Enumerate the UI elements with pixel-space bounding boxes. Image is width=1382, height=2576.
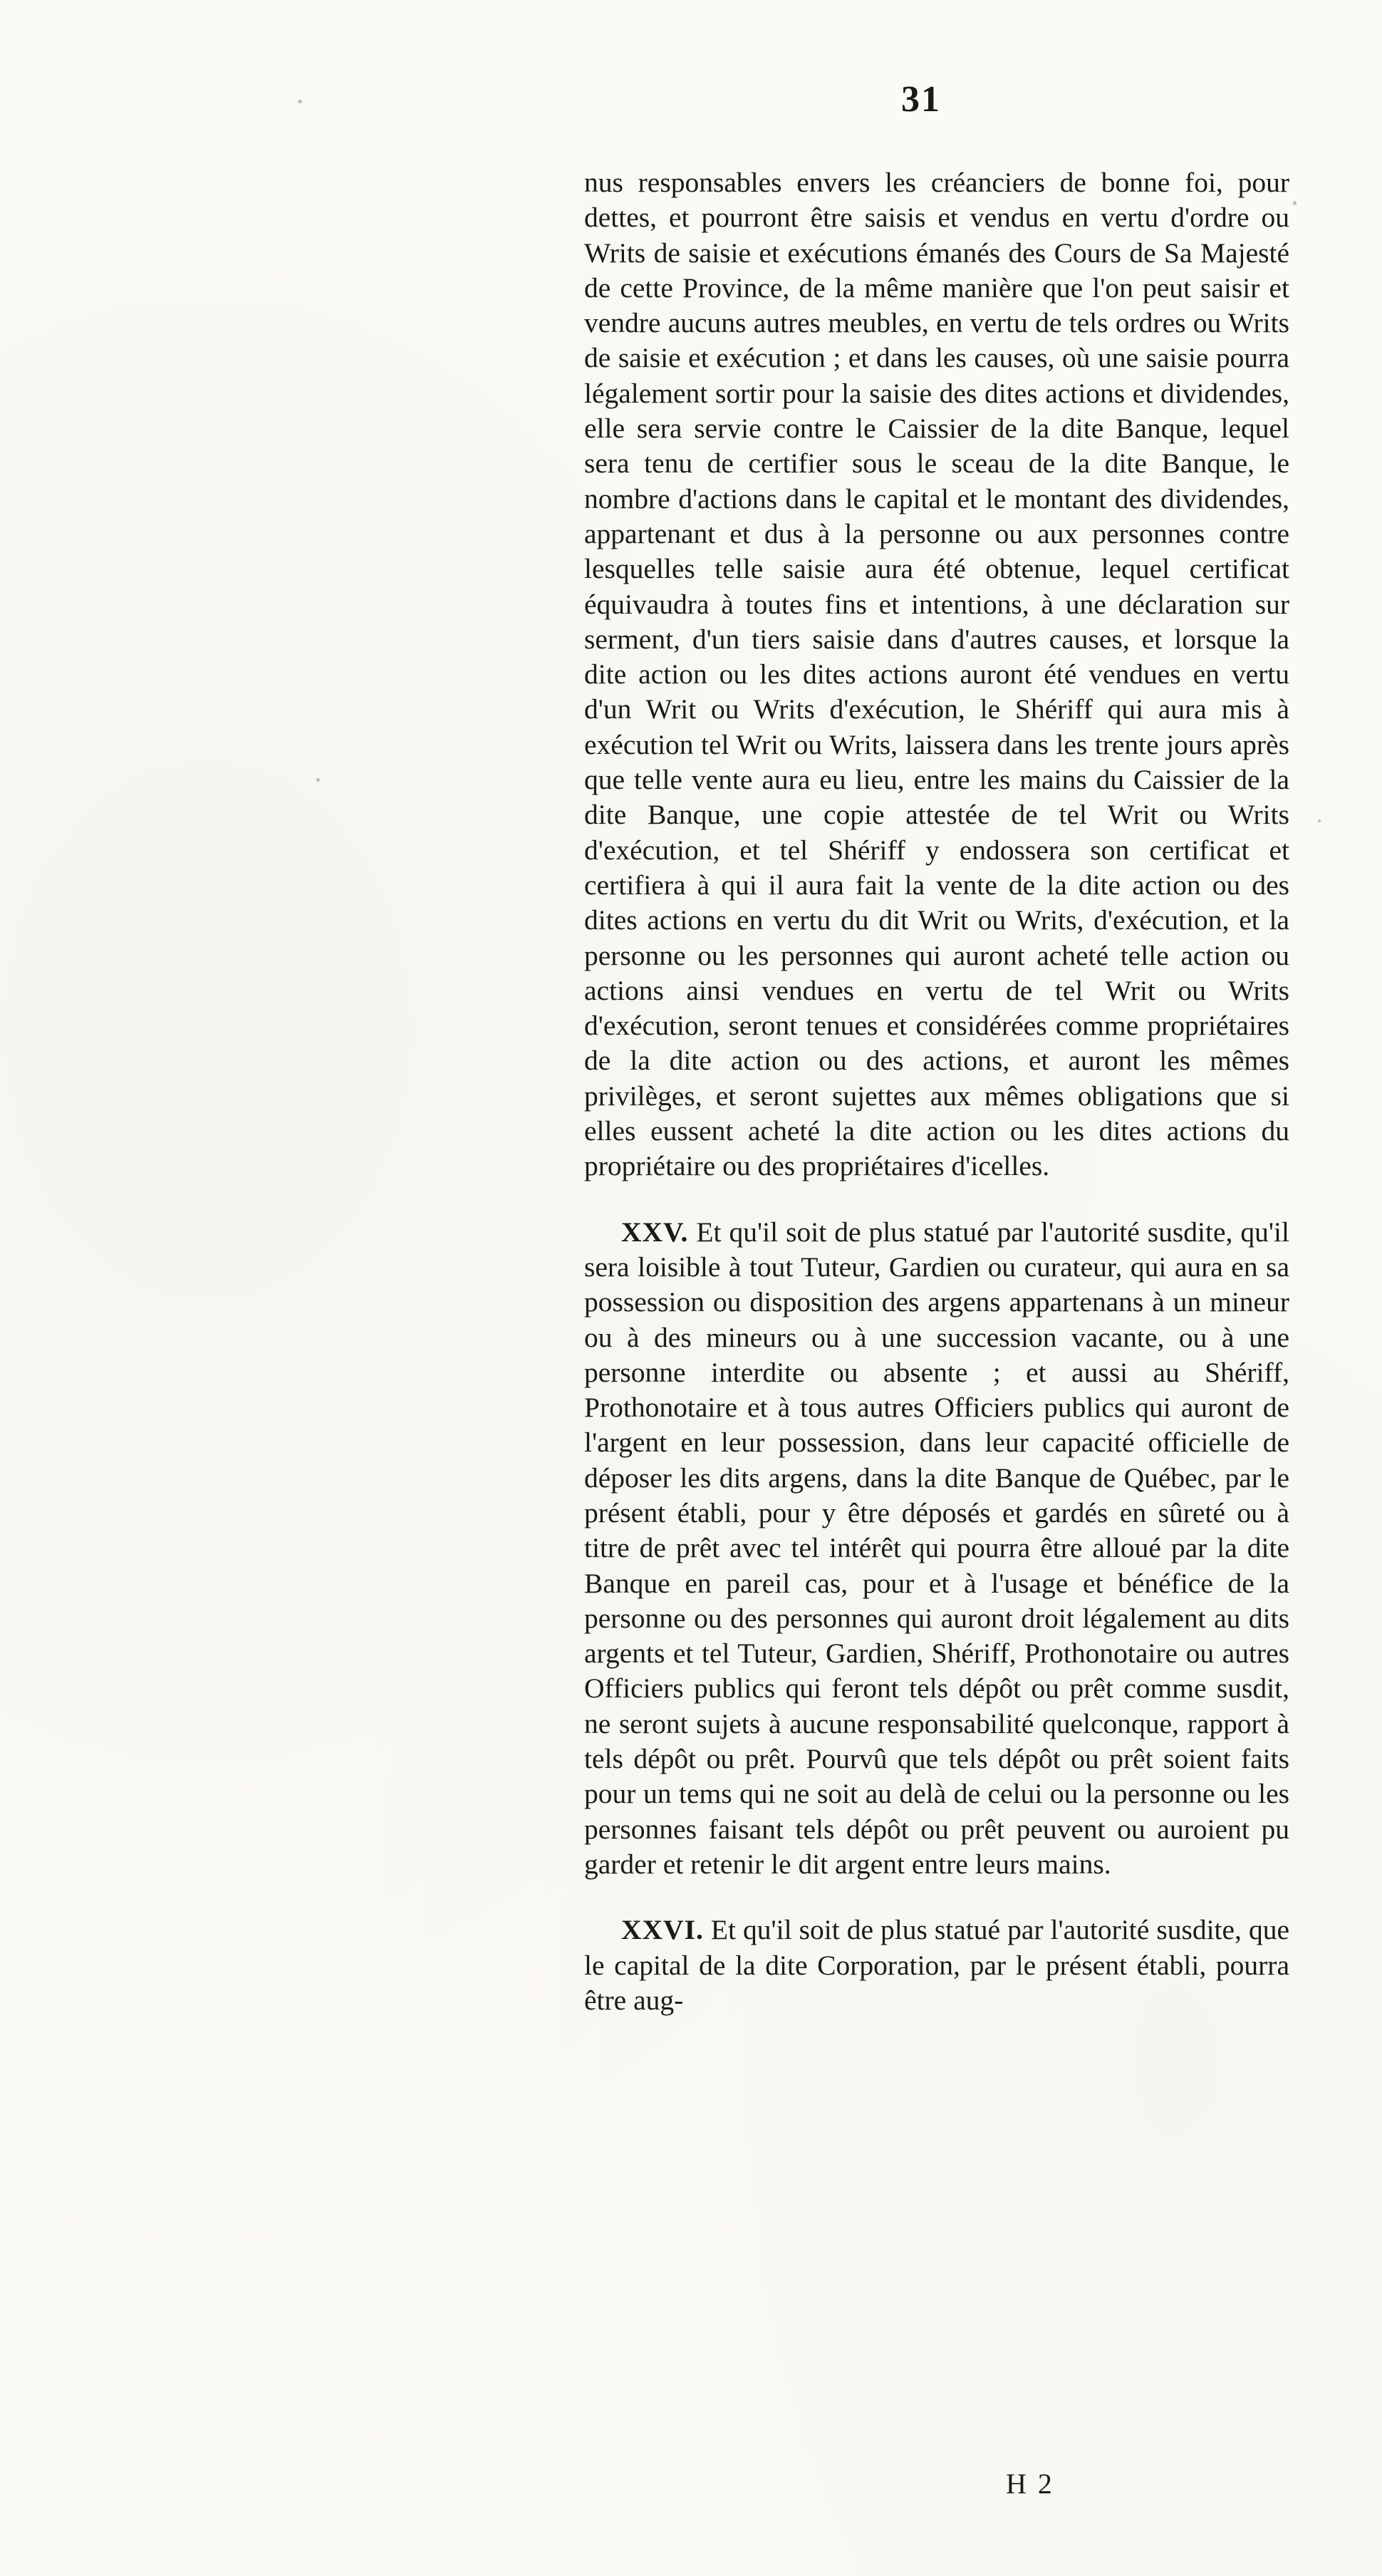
ink-speck [1318, 819, 1321, 822]
body-text [584, 165, 1289, 2018]
page-number: 31 [901, 79, 941, 120]
paragraph-continuation [584, 165, 1289, 1184]
signature-mark: H 2 [1006, 2468, 1054, 2500]
ink-speck [298, 100, 302, 103]
ink-speck [316, 778, 320, 782]
section-number: XXV. [621, 1216, 689, 1248]
paragraph-text: Et qu'il soit de plus statué par l'autorité susdite, qu'il sera loisible à tout Tuteur, Gardien ou curateur, qui aura en sa possession ou disposition des argens appartenans à un mineur ou à des mineurs ou à une succession vacante, ou à une personne interdite ou absente ; et aussi au Shériff, Prothonotaire et à tous autres Officiers publics qui auront de l'argent en leur possession, dans leur capacité officielle de déposer les dits argens, dans la dite Banque de Québec, par le présent établi, pour y être déposés et gardés en sûreté ou à titre de prêt avec tel intérêt qui pourra être alloué par la dite Banque en pareil cas, pour et à l'usage et bénéfice de la personne ou des personnes qui auront droit légalement au dits argents et tel Tuteur, Gardien, Shériff, Prothonotaire ou autres Officiers publics qui feront tels dépôt ou prêt comme susdit, ne seront sujets à aucune responsabilité quelconque, rapport à tels dépôt ou prêt. Pourvû que tels dépôt ou prêt soient faits pour un tems qui ne soit au delà de celui ou la personne ou les personnes faisant tels dépôt ou prêt peuvent ou auroient pu garder et retenir le dit argent entre leurs mains. [584, 1216, 1289, 1880]
ink-speck [1293, 201, 1297, 205]
paragraph-section-xxv [584, 1215, 1289, 1883]
paragraph-text: Et qu'il soit de plus statué par l'autorité susdite, que le capital de la dite Corporation, par le présent établi, pourra être aug- [584, 1914, 1289, 2016]
paragraph-section-xxvi [584, 1913, 1289, 2018]
paragraph-text: nus responsables envers les créanciers de bonne foi, pour dettes, et pourront être saisis et vendus en vertu d'ordre ou Writs de saisie et exécutions émanés des Cours de Sa Majesté de cette Province, de la même manière que l'on peut saisir et vendre aucuns autres meubles, en vertu de tels ordres ou Writs de saisie et exécution ; et dans les causes, où une saisie pourra légalement sortir pour la saisie des dites actions et dividendes, elle sera servie contre le Caissier de la dite Banque, lequel sera tenu de certifier sous le sceau de la dite Banque, le nombre d'actions dans le capital et le montant des dividendes, appartenant et dus à la personne ou aux personnes contre lesquelles telle saisie aura été obtenue, lequel certificat équivaudra à toutes fins et intentions, à une déclaration sur serment, d'un tiers saisie dans d'autres causes, et lorsque la dite action ou les dites actions auront été vendues en vertu d'un Writ ou Writs d'exécution, le Shériff qui aura mis à exécution tel Writ ou Writs, laissera dans les trente jours après que telle vente aura eu lieu, entre les mains du Caissier de la dite Banque, une copie attestée de tel Writ ou Writs d'exécution, et tel Shériff y endossera son certificat et certifiera à qui il aura fait la vente de la dite action ou des dites actions en vertu du dit Writ ou Writs, d'exécution, et la personne ou les personnes qui auront acheté telle action ou actions ainsi vendues en vertu de tel Writ ou Writs d'exécution, seront tenues et considérées comme propriétaires de la dite action ou des actions, et auront les mêmes privilèges, et seront sujettes aux mêmes obligations que si elles eussent acheté la dite action ou les dites actions du propriétaire ou des propriétaires d'icelles. [584, 167, 1289, 1182]
section-number: XXVI. [621, 1914, 704, 1946]
